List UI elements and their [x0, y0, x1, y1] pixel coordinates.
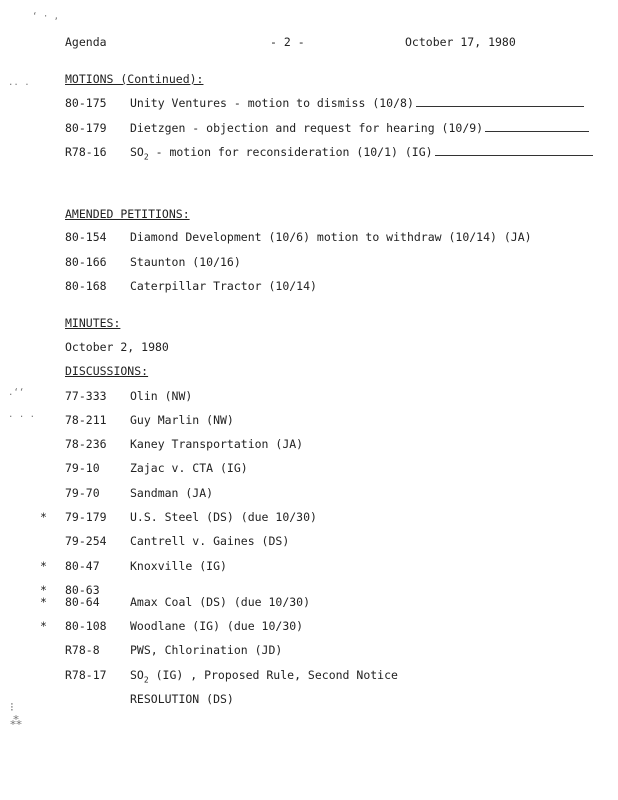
scan-speck: .. .	[8, 78, 30, 88]
discussion-number: 80-47	[65, 559, 100, 573]
priority-star: *	[40, 619, 47, 633]
discussion-number: 80-64	[65, 595, 100, 609]
signature-line	[435, 154, 593, 156]
discussion-number: 79-179	[65, 510, 107, 524]
header-agenda: Agenda	[65, 35, 107, 49]
signature-line	[416, 105, 584, 107]
discussion-text: Cantrell v. Gaines (DS)	[130, 534, 290, 548]
scan-stamp-mark: ⁝ ⁂	[10, 700, 22, 728]
discussion-number: 80-63	[65, 583, 100, 597]
petition-text: Caterpillar Tractor (10/14)	[130, 279, 317, 293]
priority-star: *	[40, 583, 47, 597]
discussion-text: Guy Marlin (NW)	[130, 413, 234, 427]
discussion-text: U.S. Steel (DS) (due 10/30)	[130, 510, 317, 524]
minutes-date: October 2, 1980	[65, 340, 169, 354]
motions-heading: MOTIONS (Continued):	[65, 72, 204, 86]
amended-heading: AMENDED PETITIONS:	[65, 207, 190, 221]
signature-line	[485, 130, 589, 132]
petition-number: 80-166	[65, 255, 107, 269]
discussion-text: Sandman (JA)	[130, 486, 214, 500]
discussion-number: 79-70	[65, 486, 100, 500]
petition-number: 80-154	[65, 230, 107, 244]
motion-text: $SO_2$ - motion for reconsideration (10/1) (IG)	[130, 145, 593, 161]
discussion-text: Kaney Transportation (JA)	[130, 437, 304, 451]
discussion-number: R78-8	[65, 643, 100, 657]
discussion-text: Olin (NW)	[130, 389, 193, 403]
discussion-number: 79-254	[65, 534, 107, 548]
petition-number: 80-168	[65, 279, 107, 293]
discussion-text: Amax Coal (DS) (due 10/30)	[130, 595, 311, 609]
priority-star: *	[40, 559, 47, 573]
discussion-text: PWS, Chlorination (JD)	[130, 643, 283, 657]
motion-text: Dietzgen - objection and request for hearing (10/9)	[130, 121, 589, 135]
discussion-text: $SO_2$ (IG) , Proposed Rule, Second Notice	[130, 668, 398, 685]
discussion-number: 78-211	[65, 413, 107, 427]
priority-star: *	[40, 595, 47, 609]
scan-speck: . . .	[8, 410, 36, 420]
minutes-heading: MINUTES:	[65, 316, 121, 330]
petition-text: Diamond Development (10/6) motion to withdraw (10/14) (JA)	[130, 230, 532, 244]
scan-speck: ‘ · ,	[32, 12, 60, 22]
discussion-number: 77-333	[65, 389, 107, 403]
motion-number: R78-16	[65, 145, 107, 159]
discussion-text: RESOLUTION (DS)	[130, 692, 234, 706]
discussion-number: R78-17	[65, 668, 107, 682]
motion-number: 80-179	[65, 121, 107, 135]
discussion-number: 80-108	[65, 619, 107, 633]
motion-text: Unity Ventures - motion to dismiss (10/8)	[130, 96, 584, 110]
discussions-heading: DISCUSSIONS:	[65, 364, 149, 378]
discussion-text: Woodlane (IG) (due 10/30)	[130, 619, 304, 633]
discussion-number: 78-236	[65, 437, 107, 451]
petition-text: Staunton (10/16)	[130, 255, 241, 269]
scan-speck: .‘‘	[8, 388, 25, 398]
discussion-text: Knoxville (IG)	[130, 559, 227, 573]
discussion-number: 79-10	[65, 461, 100, 475]
page-number: - 2 -	[270, 35, 305, 49]
header-date: October 17, 1980	[405, 35, 516, 49]
discussion-text: Zajac v. CTA (IG)	[130, 461, 248, 475]
motion-number: 80-175	[65, 96, 107, 110]
priority-star: *	[40, 510, 47, 524]
